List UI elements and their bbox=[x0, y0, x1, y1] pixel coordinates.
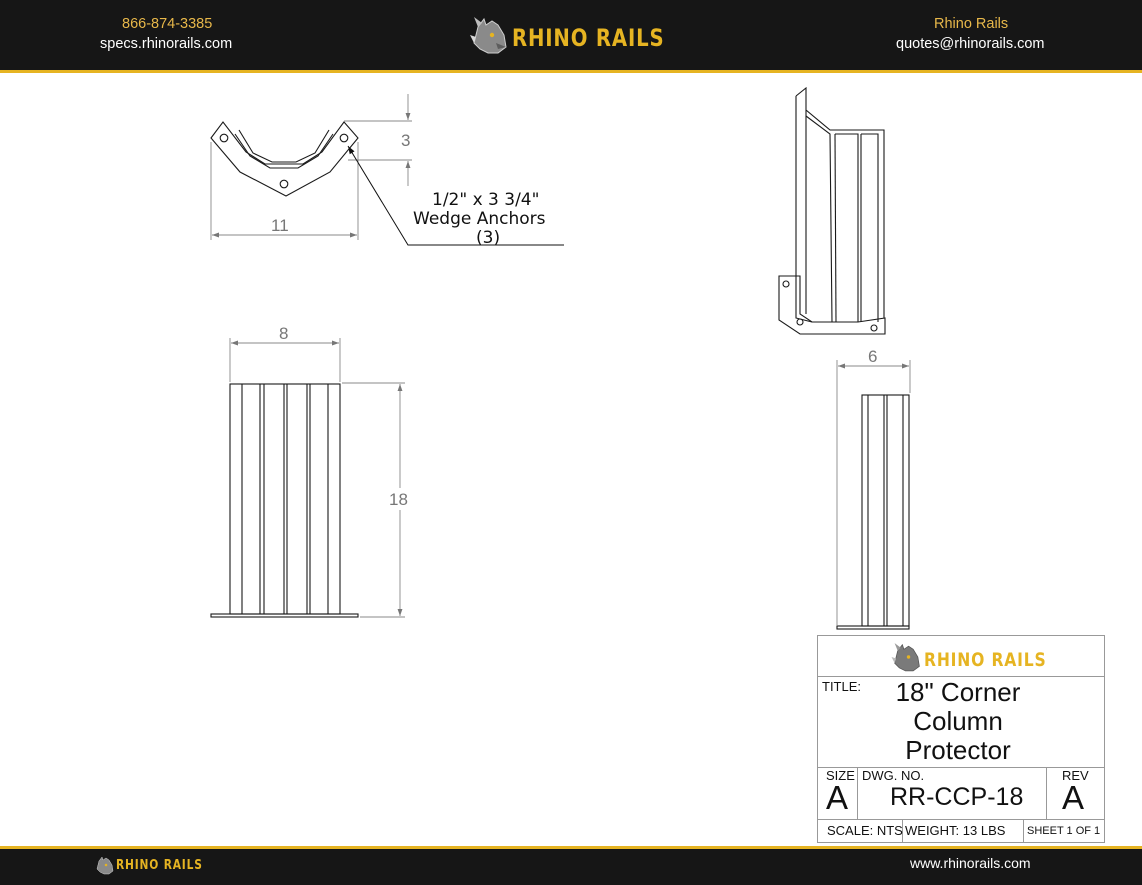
rhino-head-icon bbox=[94, 854, 116, 876]
footer-website-link[interactable]: www.rhinorails.com bbox=[910, 855, 1031, 871]
weight-text: WEIGHT: 13 LBS bbox=[905, 823, 1006, 838]
anchor-note-line-1: 1/2" x 3 3/4" bbox=[432, 190, 540, 210]
size-label: SIZE bbox=[826, 768, 855, 783]
anchor-hole bbox=[280, 180, 288, 188]
anchor-hole bbox=[340, 134, 348, 142]
top-view-inner-line bbox=[235, 134, 333, 168]
side-view-width-dim: 6 bbox=[868, 347, 878, 366]
tb-divider bbox=[1023, 819, 1024, 842]
tb-divider bbox=[1046, 767, 1047, 819]
title-block-logo-text: RHINO RAILS bbox=[924, 649, 1047, 671]
front-view-body bbox=[230, 384, 340, 614]
tb-divider bbox=[818, 819, 1104, 820]
size-value: A bbox=[826, 779, 849, 816]
title-text bbox=[858, 678, 1058, 765]
rev-label: REV bbox=[1062, 768, 1089, 783]
footer-bar bbox=[0, 846, 1142, 885]
title-label: TITLE: bbox=[822, 679, 862, 694]
footer-logo[interactable] bbox=[94, 853, 204, 877]
header-company: Rhino Rails bbox=[934, 16, 1009, 32]
dwg-value: RR-CCP-18 bbox=[890, 783, 1024, 811]
top-view-width-dim: 11 bbox=[271, 216, 289, 235]
footer-logo-text: RHINO RAILS bbox=[116, 858, 203, 873]
header-email-link[interactable]: quotes@rhinorails.com bbox=[896, 36, 1045, 52]
rhino-head-icon bbox=[890, 640, 924, 674]
header-logo-text: RHINO RAILS bbox=[512, 24, 665, 52]
top-view-dimensions bbox=[211, 94, 412, 240]
front-view-base-plate bbox=[211, 614, 358, 617]
anchor-note-line-3: (3) bbox=[476, 228, 501, 248]
dwg-label: DWG. NO. bbox=[862, 768, 925, 783]
title-line-1: 18" Corner bbox=[895, 677, 1021, 707]
top-view-depth-dim: 3 bbox=[401, 131, 411, 150]
side-view bbox=[837, 395, 909, 629]
front-view-width-dim: 8 bbox=[279, 324, 289, 343]
title-block bbox=[817, 635, 1105, 843]
title-block-logo bbox=[890, 640, 1050, 674]
sheet-text: SHEET 1 OF 1 bbox=[1027, 825, 1101, 837]
isometric-view bbox=[779, 88, 885, 334]
header-specs-link[interactable]: specs.rhinorails.com bbox=[100, 36, 233, 52]
title-line-3: Protector bbox=[905, 735, 1011, 765]
front-view-height-dim: 18 bbox=[389, 490, 408, 509]
front-view bbox=[211, 384, 358, 617]
header-phone[interactable]: 866-874-3385 bbox=[122, 16, 213, 32]
anchor-note-line-2: Wedge Anchors bbox=[413, 209, 546, 229]
title-line-2: Column bbox=[913, 706, 1003, 736]
rev-value: A bbox=[1062, 779, 1085, 816]
side-view-base-plate bbox=[837, 626, 909, 629]
anchor-hole bbox=[220, 134, 228, 142]
side-view-dimensions bbox=[837, 360, 910, 625]
top-view-outline bbox=[211, 122, 358, 196]
front-view-dimensions bbox=[230, 338, 405, 617]
top-view bbox=[211, 122, 358, 196]
side-view-body bbox=[862, 395, 909, 626]
tb-divider bbox=[857, 767, 858, 819]
scale-text: SCALE: NTS bbox=[827, 823, 903, 838]
